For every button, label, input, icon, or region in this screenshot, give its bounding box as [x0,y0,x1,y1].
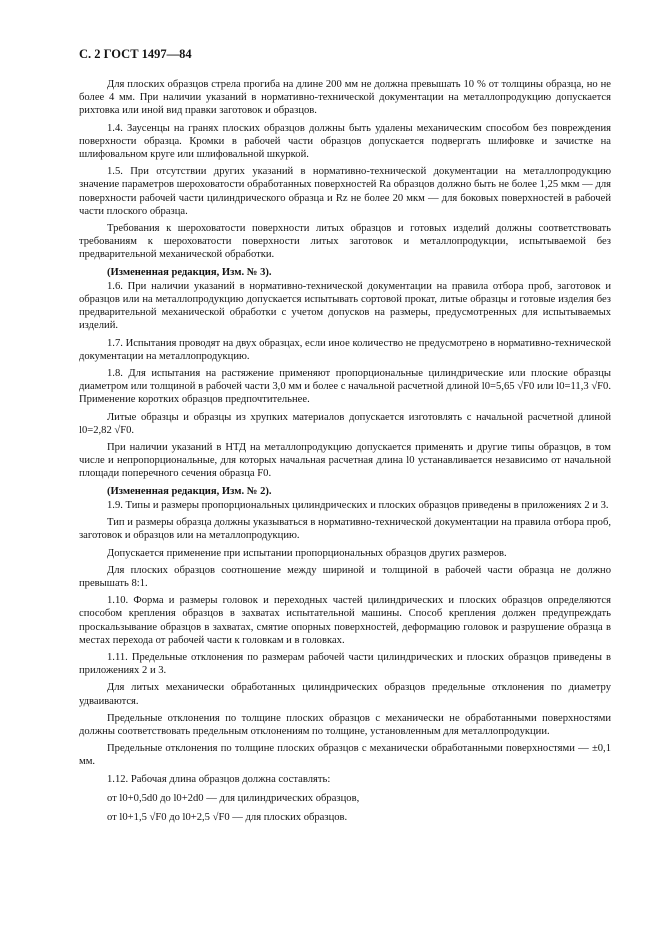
document-body [79,78,611,830]
paragraph: Требования к шероховатости поверхности литых образцов и готовых изделий должны соответствовать требованиям к шероховатости поверхности литых заготовок и металлопродукции, испытываемой без предварительной механической обработки. [79,223,611,261]
paragraph-1-11: 1.11. Предельные отклонения по размерам рабочей части цилиндрических и плоских образцов приведены в приложениях 2 и 3. [79,651,611,677]
page-header: С. 2 ГОСТ 1497—84 [79,47,192,61]
amendment-note: (Измененная редакция, Изм. № 3). [107,266,272,278]
paragraph-1-5: 1.5. При отсутствии других указаний в нормативно-технической документации на металлопродукцию значение параметров шероховатости обработанных поверхностей Ra образцов должно быть не более 1,25 мкм — для поверхности рабочей части цилиндрического образца и Rz не более 20 мкм — для боковых поверхностей в рабочей части плоского образца. [79,166,611,217]
paragraph-1-4: 1.4. Заусенцы на гранях плоских образцов должны быть удалены механическим способом без повреждения поверхности образца. Кромки в рабочей части образцов допускается подвергать шлифовке и зачистке на шлифовальном круге или шлифовальной шкуркой. [79,122,611,161]
amendment-note: (Измененная редакция, Изм. № 2). [107,485,272,497]
paragraph: При наличии указаний в НТД на металлопродукцию допускается применять и другие типы образцов, в том числе и непропорциональные, для которых начальная расчетная длина l0 устанавливается независимо от начальной площади поперечного сечения образца F0. [79,442,611,480]
paragraph-1-10: 1.10. Форма и размеры головок и переходных частей цилиндрических и плоских образцов определяются способом крепления образцов в захватах испытательной машины. Способ крепления должен предупреждать проскальзывание образцов в захватах, смятие опорных поверхностей, деформацию головок и разрушение образца в местах перехода от рабочей части к головкам и в головках. [79,595,611,646]
paragraph: Допускается применение при испытании пропорциональных образцов других размеров. [107,547,507,559]
paragraph: Предельные отклонения по толщине плоских образцов с механически не обработанными поверхностями должны соответствовать предельным отклонениям по толщине, установленным для металлопродукции. [79,712,611,737]
paragraph-1-12: 1.12. Рабочая длина образцов должна составлять: [107,773,331,785]
paragraph-1-8: 1.8. Для испытания на растяжение применяют пропорциональные цилиндрические или плоские образцы диаметром или толщиной в рабочей части 3,0 мм и более с начальной расчетной длиной l0=5,65 √F0 или l0=11,3 √F0. Применение коротких образцов предпочтительнее. [79,368,611,406]
paragraph-1-7: 1.7. Испытания проводят на двух образцах, если иное количество не предусмотрено в нормативно-технической документации на металлопродукцию. [79,337,611,362]
paragraph-1-9: 1.9. Типы и размеры пропорциональных цилиндрических и плоских образцов приведены в приложениях 2 и 3. [107,499,609,511]
formula-line: от l0+1,5 √F0 до l0+2,5 √F0 — для плоских образцов. [107,811,348,823]
formula-line: от l0+0,5d0 до l0+2d0 — для цилиндрических образцов, [107,792,360,804]
paragraph: Предельные отклонения по толщине плоских образцов с механически обработанными поверхностями — ±0,1 мм. [79,743,611,768]
paragraph: Тип и размеры образца должны указываться в нормативно-технической документации на правила отбора проб, заготовок и образцов или на металлопродукцию. [79,517,611,542]
paragraph: Литые образцы и образцы из хрупких материалов допускается изготовлять с начальной расчетной длиной l0=2,82 √F0. [79,411,611,436]
paragraph: Для плоских образцов стрела прогиба на длине 200 мм не должна превышать 10 % от толщины образца, но не более 4 мм. При наличии указаний в нормативно-технической документации на металлопродукцию допускается рихтовка или иной вид правки заготовок и образцов. [79,79,611,117]
paragraph: Для плоских образцов соотношение между шириной и толщиной в рабочей части образца не должно превышать 8:1. [79,564,611,589]
paragraph: Для литых механически обработанных цилиндрических образцов предельные отклонения по диаметру удваиваются. [79,682,611,707]
paragraph-1-6: 1.6. При наличии указаний в нормативно-технической документации на правила отбора проб, заготовок и образцов или на металлопродукцию допускается испытывать сортовой прокат, литые образцы и готовые изделия без предварительной механической обработки с учетом допусков на размеры, предусмотренных для испытываемых изделий. [79,280,611,332]
